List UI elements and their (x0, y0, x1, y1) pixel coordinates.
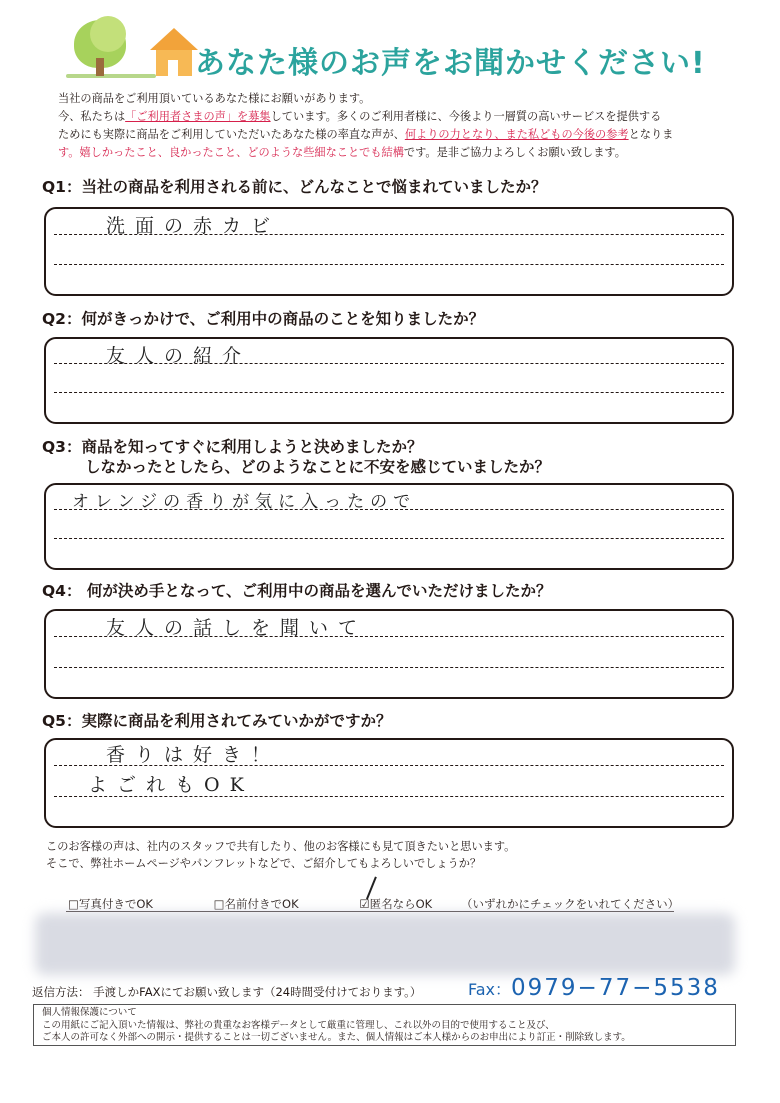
intro-text (58, 90, 738, 162)
intro-line-2 (58, 108, 738, 126)
fax-info (468, 975, 720, 1001)
consent-underline (66, 911, 674, 912)
consent-options (68, 896, 679, 912)
question-4-label: Q4： 何が決め手となって、ご利用中の商品を選んでいただけましたか？ (42, 582, 552, 600)
intro-text-span: 今、私たちは (58, 110, 126, 123)
intro-text-span: となりま (628, 128, 674, 141)
answer-box-4[interactable] (44, 609, 734, 699)
answer-2-text: 友人の紹介 (106, 345, 252, 367)
option-anonymous-checkbox[interactable]: ☑匿名ならOK (359, 897, 433, 911)
tree-highlight-icon (90, 16, 126, 52)
consent-line-2: そこで、弊社ホームページやパンフレットなどで、ご紹介してもよろしいでしょうか？ (46, 857, 482, 870)
intro-highlight: す。嬉しかったこと、良かったこと、どのような些細なことでも結構 (58, 146, 404, 159)
consent-text (46, 838, 515, 872)
return-method: 返信方法： 手渡しかFAXにてお願い致します（24時間受付けております。） (32, 985, 422, 999)
privacy-heading: 個人情報保護について (42, 1007, 137, 1018)
question-3-label: Q3：商品を知ってすぐに利用しようと決めましたか？ (42, 438, 423, 456)
question-1-label: Q1：当社の商品を利用される前に、どんなことで悩まれていましたか？ (42, 178, 547, 196)
intro-text-span: ためにも実際に商品をご利用していただいたあなた様の率直な声が、 (58, 128, 405, 141)
dashed-line (54, 538, 724, 539)
answer-3-text: オレンジの香りが気に入ったので (72, 492, 417, 512)
page-title: あなた様のお声をお聞かせください! (195, 46, 706, 81)
dashed-line (54, 392, 724, 393)
question-5-label: Q5：実際に商品を利用されてみていかがですか？ (42, 712, 392, 730)
answer-4-text: 友人の話しを聞いて (106, 617, 368, 639)
consent-line-1: このお客様の声は、社内のスタッフで共有したり、他のお客様にも見て頂きたいと思います。 (46, 840, 516, 853)
privacy-line-1: この用紙にご記入頂いた情報は、弊社の貴重なお客様データとして厳重に管理し、これ以外の目的で使用すること及び、 (42, 1019, 555, 1031)
answer-5-text-1: 香りは好き！ (106, 744, 281, 766)
redacted-area (35, 913, 735, 975)
intro-highlight: 「ご利用者さまの声」を募集 (125, 110, 271, 123)
logo-ground (66, 74, 156, 78)
answer-box-5[interactable] (44, 738, 734, 828)
privacy-notice (33, 1004, 736, 1046)
privacy-line-2: ご本人の許可なく外部への開示・提供することは一切ございません。また、個人情報はご本人様からのお申出により訂正・削除致します。 (42, 1032, 631, 1043)
intro-line-4 (58, 144, 738, 162)
answer-box-3[interactable] (44, 483, 734, 570)
option-name-checkbox[interactable]: □名前付きでOK (213, 897, 299, 911)
house-door-icon (168, 60, 178, 76)
intro-line-1: 当社の商品をご利用頂いているあなた様にお願いがあります。 (58, 92, 371, 105)
question-3-label-2: しなかったとしたら、どのようなことに不安を感じていましたか？ (85, 458, 551, 476)
answer-1-text: 洗面の赤カビ (106, 215, 281, 237)
tree-trunk-icon (96, 58, 104, 76)
fax-number: 0979−77−5538 (511, 975, 720, 1001)
fax-label: Fax： (468, 980, 512, 999)
house-roof-icon (150, 28, 198, 50)
question-2-label: Q2：何がきっかけで、ご利用中の商品のことを知りましたか？ (42, 310, 485, 328)
option-note: （いずれかにチェックをいれてください） (460, 897, 680, 911)
intro-text-span: しています。多くのご利用者様に、今後より一層質の高いサービスを提供する (270, 110, 662, 123)
answer-box-1[interactable] (44, 207, 734, 296)
intro-text-span: です。是非ご協力よろしくお願い致します。 (403, 146, 626, 159)
answer-box-2[interactable] (44, 337, 734, 424)
dashed-line (54, 264, 724, 265)
answer-5-text-2: よごれもOK (88, 774, 254, 796)
dashed-line (54, 667, 724, 668)
intro-highlight: 何よりの力となり、また私どもの今後の参考 (404, 128, 629, 141)
option-photo-checkbox[interactable]: □写真付きでOK (68, 897, 153, 911)
intro-line-3 (58, 126, 738, 144)
